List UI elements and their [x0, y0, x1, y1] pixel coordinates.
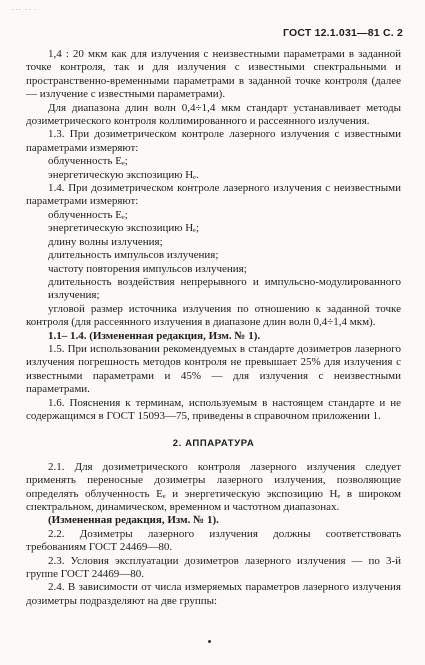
paragraph: 2.3. Условия эксплуатации дозиметров лазерного излучения — по 3-й группе ГОСТ 24469—80. [26, 554, 401, 581]
paragraph: облученность Eₑ; [48, 208, 128, 221]
paragraph: длительность воздействия непрерывного и импульсно-модулированного излучения; [48, 275, 401, 302]
paragraph: 1.3. При дозиметрическом контроле лазерного излучения с известными параметрами измеряют: [26, 128, 401, 154]
paragraph: длительность импульсов излучения; [48, 249, 219, 262]
page-dot [208, 640, 211, 643]
paragraph: 1.5. При использовании рекомендуемых в стандарте дозиметров лазерного излучения погрешность методов контроля не превышает 25% для излучения с известными параметрами и 45% — для излучения с неизвестными параметрами. [26, 342, 401, 396]
section-title: 2. АППАРАТУРА [172, 438, 255, 450]
paragraph: энергетическую экспозицию Hₑ. [48, 168, 199, 181]
paragraph: 1.6. Пояснения к терминам, используемым в настоящем стандарте и не содержащимся в ГОСТ 15093—75, приведены в справочном приложении 1. [26, 396, 401, 422]
page-header: ГОСТ 12.1.031—81 С. 2 [282, 27, 403, 39]
corner-mark: ··· ·· · [12, 6, 38, 14]
paragraph: 1.1– 1.4. (Измененная редакция, Изм. № 1). [48, 329, 261, 342]
paragraph: облученность Eₑ; [48, 155, 128, 168]
document-body [26, 48, 401, 608]
paragraph: угловой размер источника излучения по отношению к заданной точке контроля (для рассеянного излучения в диапазоне длин волн 0,4÷1,4 мкм). [26, 302, 401, 329]
paragraph: (Измененная редакция, Изм. № 1). [48, 514, 219, 527]
paragraph: 1.4. При дозиметрическом контроле лазерного излучения с неизвестными параметрами измеряют: [26, 182, 401, 208]
paragraph: 2.1. Для дозиметрического контроля лазерного излучения следует применять переносные дозиметры лазерного излучения, позволяющие определять облученность Eₑ и энергетическую экспозицию Hₑ в широком спектральном, динамическом, временном и частотном диапазонах. [26, 460, 401, 513]
clauses-section-2 [26, 461, 401, 608]
paragraph: длину волны излучения; [48, 235, 163, 248]
paragraph: 2.2. Дозиметры лазерного излучения должны соответствовать требованиям ГОСТ 24469—80. [26, 527, 401, 554]
paragraph: энергетическую экспозицию Hₑ; [48, 222, 200, 235]
paragraph: Для диапазона длин волн 0,4÷1,4 мкм стандарт устанавливает методы дозиметрического контроля коллимированного и рассеянного излучения. [26, 101, 401, 128]
paragraph: частоту повторения импульсов излучения; [48, 262, 247, 275]
paragraph: 2.4. В зависимости от числа измеряемых параметров лазерного излучения дозиметры подразделяют на две группы: [26, 581, 401, 607]
clauses-section-1 [26, 48, 401, 423]
paragraph: 1,4 : 20 мкм как для излучения с неизвестными параметрами в заданной точке контроля, так и для излучения с известными спектральными и пространственно-временными параметрами в заданной точке контроля (далее — излучение с известными параметрами). [26, 48, 401, 101]
